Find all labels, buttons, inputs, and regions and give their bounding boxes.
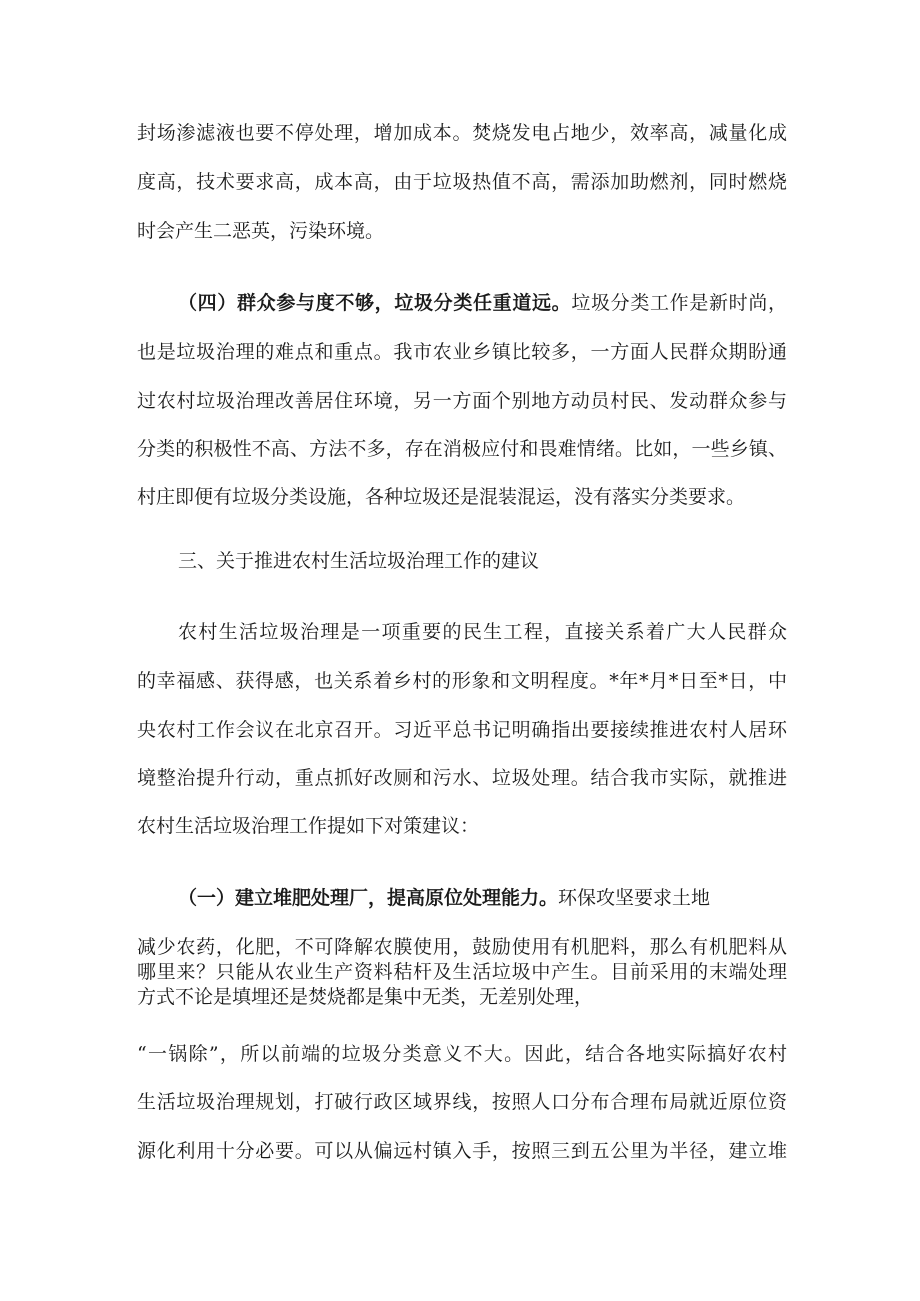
subheading-bold: （四）群众参与度不够，垃圾分类任重道远。 <box>178 292 572 314</box>
paragraph-line: 农村生活垃圾治理工作提如下对策建议： <box>137 815 480 837</box>
paragraph-line: 减少农药，化肥，不可降解农膜使用，鼓励使用有机肥料，那么有机肥料从 <box>137 936 787 958</box>
paragraph-line: 央农村工作会议在北京召开。习近平总书记明确指出要接续推进农村人居环 <box>137 719 787 741</box>
paragraph-lead-line <box>178 291 787 315</box>
paragraph-line: 时会产生二恶英，污染环境。 <box>137 220 385 242</box>
paragraph-line: 的幸福感、获得感，也关系着乡村的形象和文明程度。*年*月*日至*日，中 <box>137 670 787 692</box>
paragraph-line: 境整治提升行动，重点抓好改厕和污水、垃圾处理。结合我市实际，就推进 <box>137 767 787 789</box>
paragraph-line: 封场渗滤液也要不停处理，增加成本。焚烧发电占地少，效率高，减量化成 <box>137 122 787 144</box>
subheading-bold: （一）建立堆肥处理厂，提高原位处理能力。 <box>178 887 559 909</box>
section-heading: 三、关于推进农村生活垃圾治理工作的建议 <box>178 550 540 572</box>
paragraph-line: 哪里来？只能从农业生产资料秸杆及生活垃圾中产生。目前采用的末端处理 <box>137 961 787 983</box>
paragraph-line: 也是垃圾治理的难点和重点。我市农业乡镇比较多，一方面人民群众期盼通 <box>137 341 787 363</box>
paragraph-line: “一锅除”，所以前端的垃圾分类意义不大。因此，结合各地实际搞好农村 <box>137 1043 787 1065</box>
paragraph-line: 度高，技术要求高，成本高，由于垃圾热值不高，需添加助燃剂，同时燃烧 <box>137 171 787 193</box>
paragraph-text: 环保攻坚要求土地 <box>558 887 711 909</box>
paragraph-line: 分类的积极性不高、方法不多，存在消极应付和畏难情绪。比如，一些乡镇、 <box>137 438 787 460</box>
paragraph-line: 过农村垃圾治理改善居住环境，另一方面个别地方动员村民、发动群众参与 <box>137 390 787 412</box>
paragraph-line: 村庄即便有垃圾分类设施，各种垃圾还是混装混运，没有落实分类要求。 <box>137 486 746 508</box>
paragraph-line: 方式不论是填埋还是焚烧都是集中无类，无差别处理， <box>137 986 594 1008</box>
paragraph-line: 生活垃圾治理规划，打破行政区域界线，按照人口分布合理布局就近原位资 <box>137 1091 787 1113</box>
paragraph-text: 垃圾分类工作是新时尚， <box>571 292 787 314</box>
paragraph-lead-line <box>178 886 787 910</box>
paragraph-line: 源化利用十分必要。可以从偏远村镇入手，按照三到五公里为半径，建立堆 <box>137 1140 787 1162</box>
paragraph-line: 农村生活垃圾治理是一项重要的民生工程，直接关系着广大人民群众 <box>178 621 787 643</box>
